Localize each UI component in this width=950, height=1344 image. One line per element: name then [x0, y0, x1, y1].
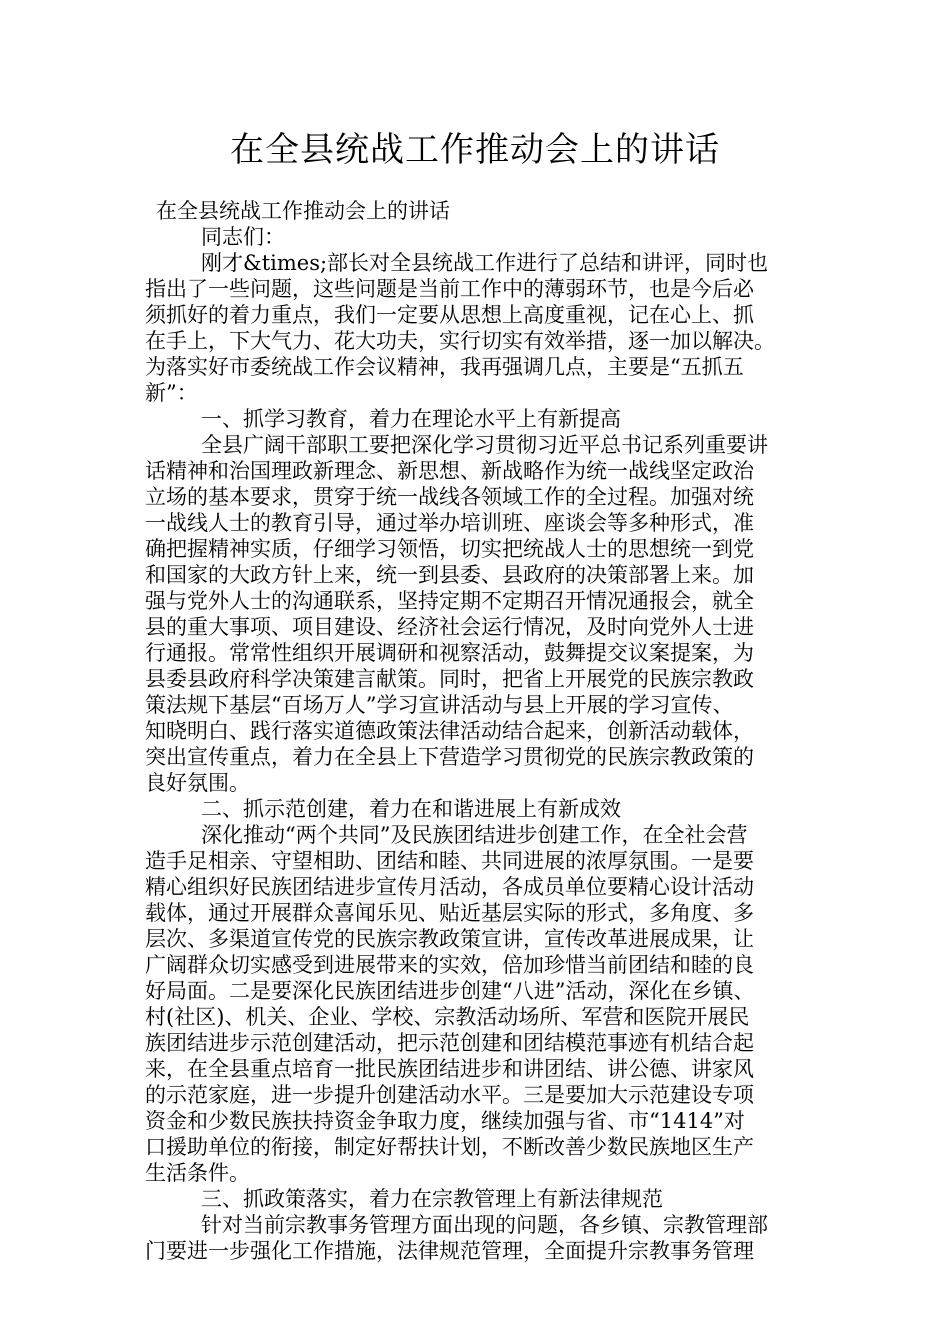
paragraph-line: 一战线人士的教育引导，通过举办培训班、座谈会等多种形式，准 [145, 511, 754, 535]
paragraph-line: 须抓好的着力重点，我们一定要从思想上高度重视，记在心上、抓 [145, 303, 754, 327]
paragraph-line: 深化推动“两个共同”及民族团结进步创建工作，在全社会营 [201, 823, 748, 847]
paragraph-line: 强与党外人士的沟通联系，坚持定期不定期召开情况通报会，就全 [145, 589, 754, 613]
paragraph-line: 行通报。常常性组织开展调研和视察活动，鼓舞提交议案提案，为 [145, 641, 754, 665]
paragraph-line: 村(社区)、机关、企业、学校、宗教活动场所、军营和医院开展民 [145, 1005, 750, 1029]
paragraph-line: 县的重大事项、项目建设、经济社会运行情况，及时向党外人士进 [145, 615, 754, 639]
paragraph-line: 广阔群众切实感受到进展带来的实效，倍加珍惜当前团结和睦的良 [145, 953, 754, 977]
paragraph-line: 县委县政府科学决策建言献策。同时，把省上开展党的民族宗教政 [145, 667, 754, 691]
paragraph-line: 新”： [145, 381, 198, 405]
section-heading-1: 一、抓学习教育，着力在理论水平上有新提高 [201, 407, 621, 431]
paragraph-line: 族团结进步示范创建活动，把示范创建和团结模范事迹有机结合起 [145, 1031, 754, 1055]
paragraph-line: 话精神和治国理政新理念、新思想、新战略作为统一战线坚定政治 [145, 459, 754, 483]
section-heading-3: 三、抓政策落实，着力在宗教管理上有新法律规范 [201, 1187, 663, 1211]
paragraph-line: 良好氛围。 [145, 771, 250, 795]
paragraph-line: 刚才&times;部长对全县统战工作进行了总结和讲评，同时也 [201, 251, 769, 275]
paragraph-line: 针对当前宗教事务管理方面出现的问题，各乡镇、宗教管理部 [201, 1213, 768, 1237]
paragraph-line: 生活条件。 [145, 1161, 250, 1185]
paragraph-line: 指出了一些问题，这些问题是当前工作中的薄弱环节，也是今后必 [145, 277, 754, 301]
paragraph-line: 资金和少数民族扶持资金争取力度，继续加强与省、市“1414”对 [145, 1109, 745, 1133]
paragraph-line: 精心组织好民族团结进步宣传月活动，各成员单位要精心设计活动 [145, 875, 754, 899]
paragraph-line: 知晓明白、践行落实道德政策法律活动结合起来，创新活动载体， [145, 719, 754, 743]
paragraph-line: 策法规下基层“百场万人”学习宣讲活动与县上开展的学习宣传、 [145, 693, 734, 717]
paragraph-line: 好局面。二是要深化民族团结进步创建“八进”活动，深化在乡镇、 [145, 979, 755, 1003]
paragraph-line: 确把握精神实质，仔细学习领悟，切实把统战人士的思想统一到党 [145, 537, 754, 561]
paragraph-line: 立场的基本要求，贯穿于统一战线各领域工作的全过程。加强对统 [145, 485, 754, 509]
paragraph-line: 载体，通过开展群众喜闻乐见、贴近基层实际的形式，多角度、多 [145, 901, 754, 925]
document-subtitle: 在全县统战工作推动会上的讲话 [156, 199, 450, 223]
paragraph-line: 来，在全县重点培育一批民族团结进步和讲团结、讲公德、讲家风 [145, 1057, 754, 1081]
paragraph-line: 造手足相亲、守望相助、团结和睦、共同进展的浓厚氛围。一是要 [145, 849, 754, 873]
paragraph-line: 口援助单位的衔接，制定好帮扶计划，不断改善少数民族地区生产 [145, 1135, 754, 1159]
paragraph-line: 的示范家庭，进一步提升创建活动水平。三是要加大示范建设专项 [145, 1083, 754, 1107]
paragraph-line: 在手上，下大气力、花大功夫，实行切实有效举措，逐一加以解决。 [145, 329, 775, 353]
paragraph-line: 突出宣传重点，着力在全县上下营造学习贯彻党的民族宗教政策的 [145, 745, 754, 769]
paragraph-line: 层次、多渠道宣传党的民族宗教政策宣讲，宣传改革进展成果，让 [145, 927, 754, 951]
paragraph-line: 为落实好市委统战工作会议精神，我再强调几点，主要是“五抓五 [145, 355, 744, 379]
document-body [145, 198, 827, 1264]
document-title: 在全县统战工作推动会上的讲话 [230, 130, 720, 170]
paragraph-line: 全县广阔干部职工要把深化学习贯彻习近平总书记系列重要讲 [201, 433, 768, 457]
section-heading-2: 二、抓示范创建，着力在和谐进展上有新成效 [201, 797, 621, 821]
paragraph-line: 和国家的大政方针上来，统一到县委、县政府的决策部署上来。加 [145, 563, 754, 587]
salutation: 同志们： [201, 225, 285, 249]
paragraph-line: 门要进一步强化工作措施，法律规范管理，全面提升宗教事务管理 [145, 1239, 754, 1263]
